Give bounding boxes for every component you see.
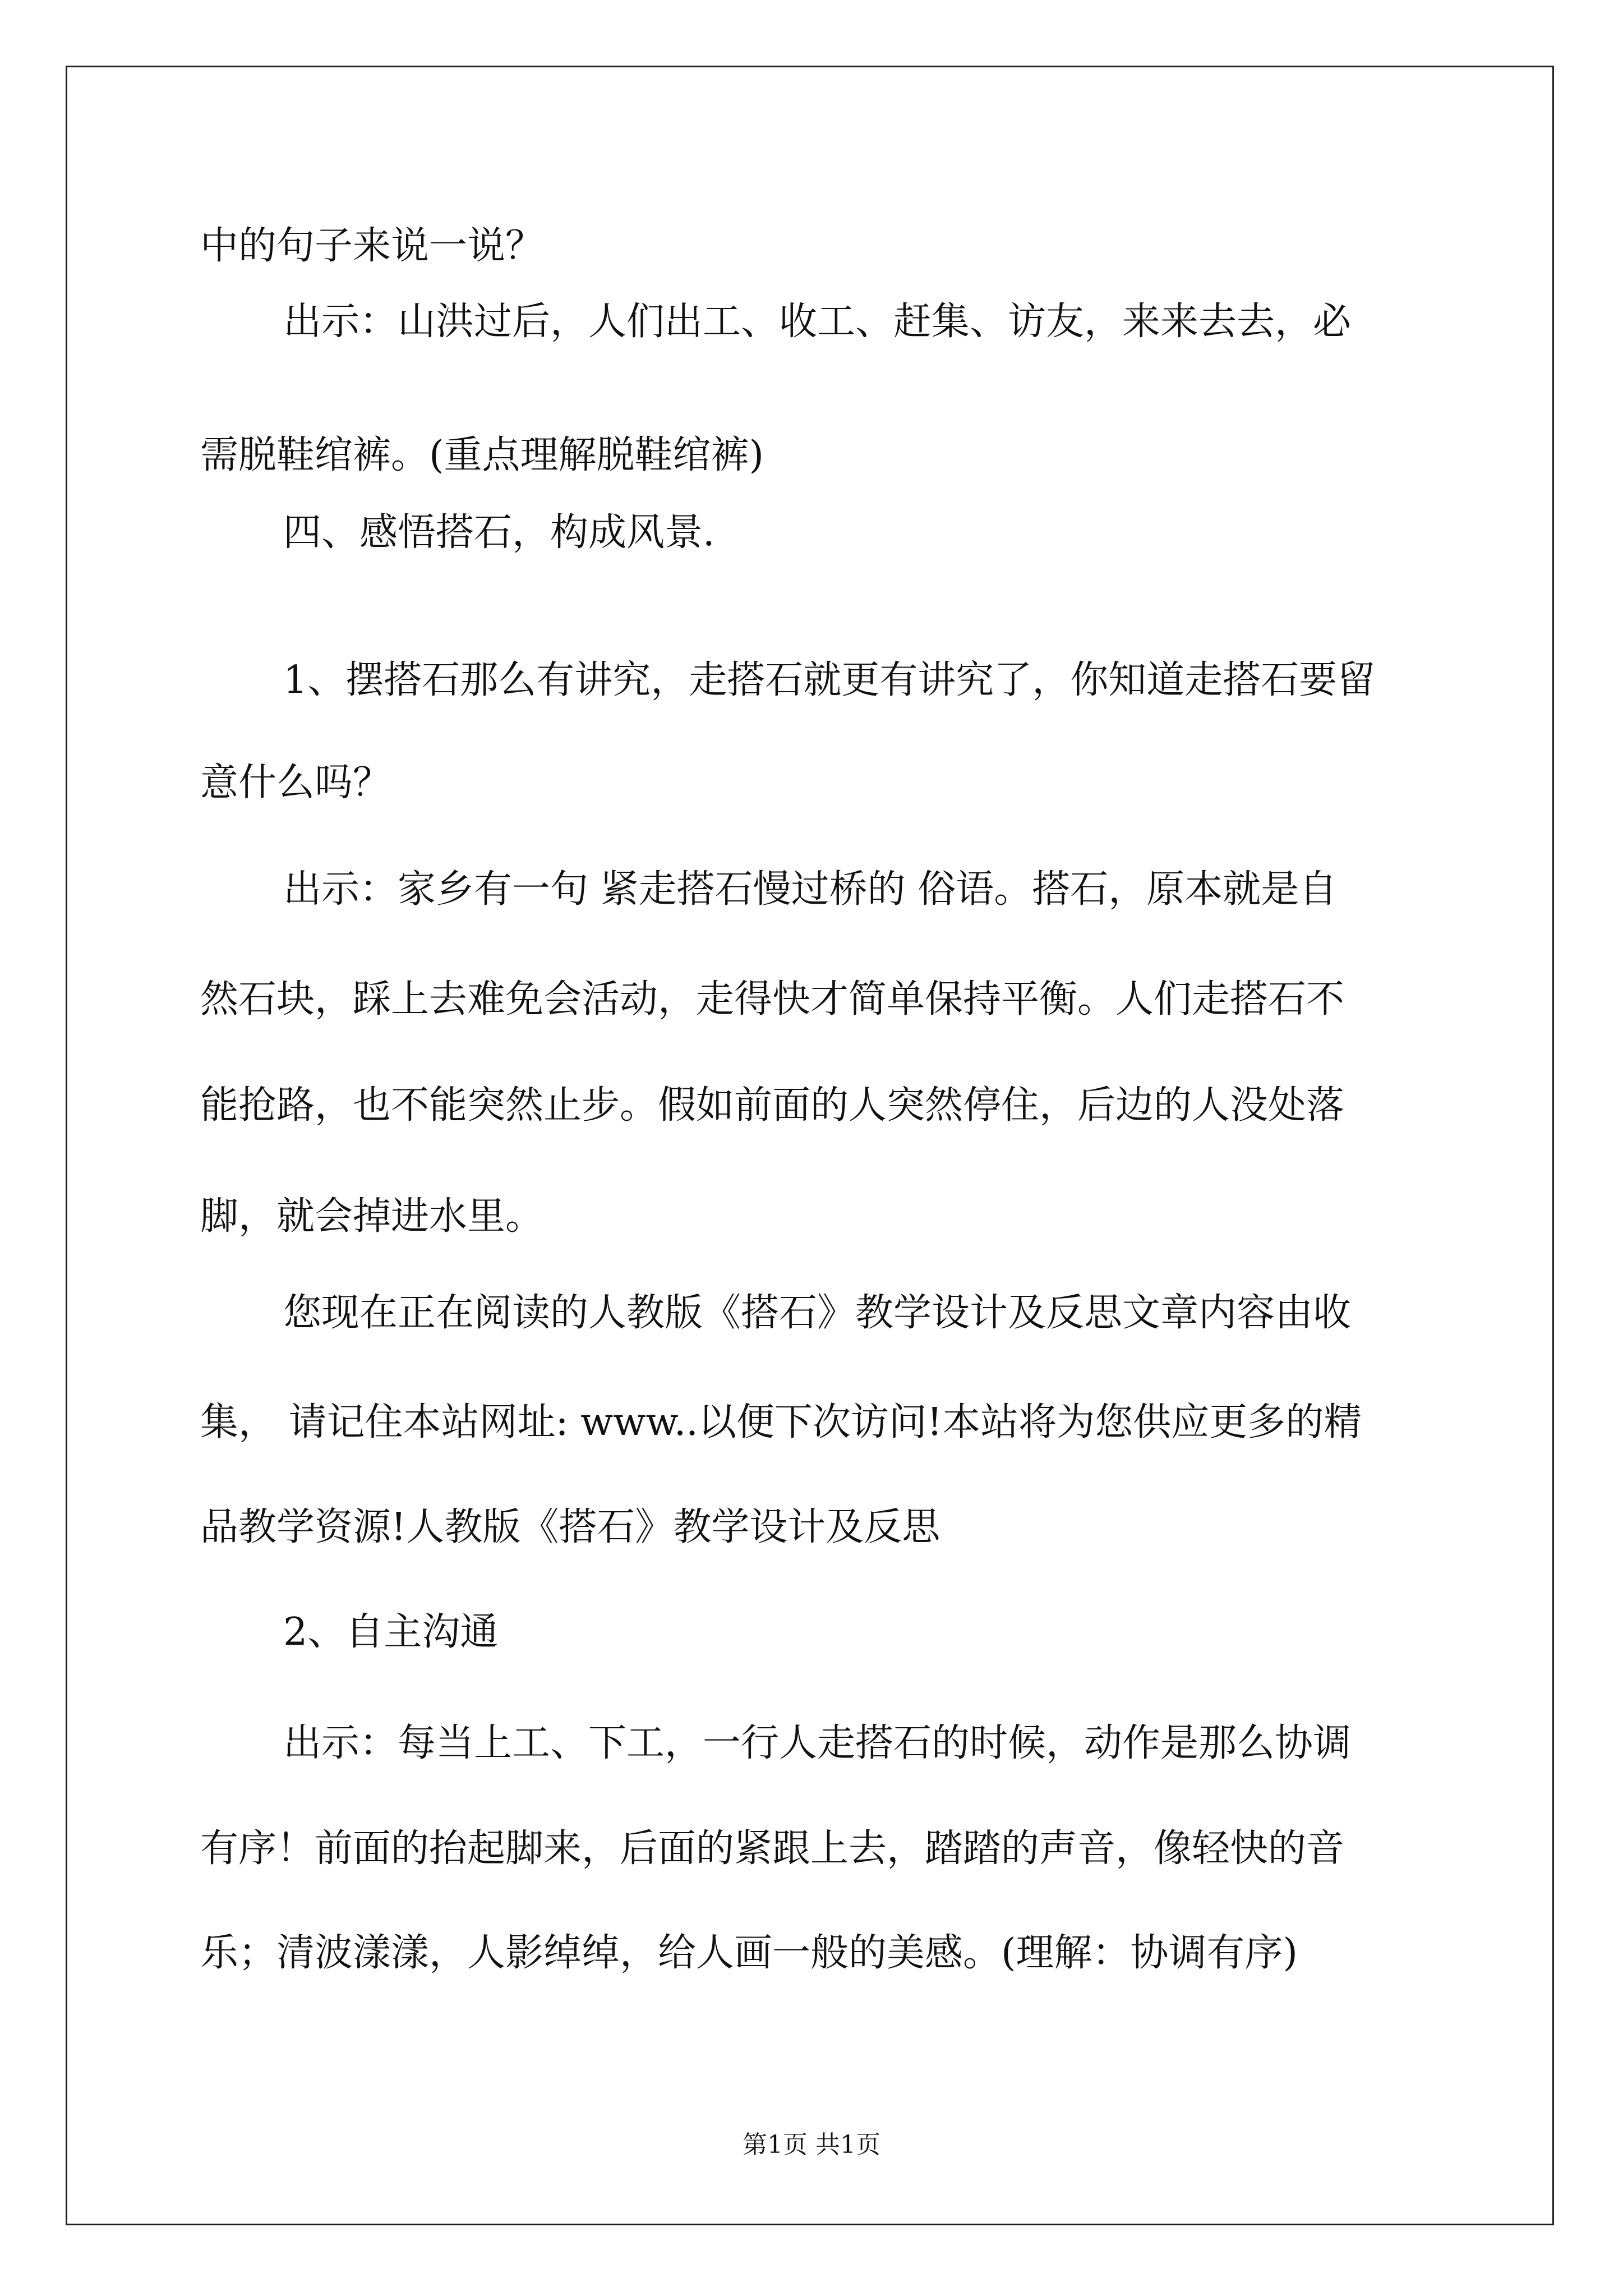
text-line: 2、自主沟通 [283,1610,499,1654]
text-line: 意什么吗？ [200,761,391,805]
text-line: 需脱鞋绾裤。(重点理解脱鞋绾裤) [200,433,764,477]
text-line: 品教学资源!人教版《搭石》教学设计及反思 [200,1505,940,1549]
text-line: 1、摆搭石那么有讲究，走搭石就更有讲究了，你知道走搭石要留 [283,658,1376,702]
text-line: 能抢路，也不能突然止步。假如前面的人突然停住，后边的人没处落 [200,1083,1345,1128]
text-line: 然石块，踩上去难免会活动，走得快才简单保持平衡。人们走搭石不 [200,977,1345,1022]
text-line: 有序！前面的抬起脚来，后面的紧跟上去，踏踏的声音，像轻快的音 [200,1826,1345,1871]
text-line: 集， 请记住本站网址: www..以便下次访问!本站将为您供应更多的精 [200,1400,1362,1444]
text-line: 脚，就会掉进水里。 [200,1194,544,1239]
page-footer: 第1页 共1页 [743,2131,880,2159]
section-heading: 四、感悟搭石，构成风景. [283,510,715,555]
page-border [66,66,1554,2225]
text-line: 出示：山洪过后，人们出工、收工、赶集、访友，来来去去，必 [283,300,1352,344]
text-line: 出示：家乡有一句 紧走搭石慢过桥的 俗语。搭石，原本就是自 [283,867,1338,912]
text-line: 您现在正在阅读的人教版《搭石》教学设计及反思文章内容由收 [283,1291,1352,1335]
text-line: 中的句子来说一说？ [200,224,544,268]
text-line: 乐；清波漾漾，人影绰绰，给人画一般的美感。(理解：协调有序) [200,1931,1298,1975]
text-line: 出示：每当上工、下工，一行人走搭石的时候，动作是那么协调 [283,1721,1352,1765]
